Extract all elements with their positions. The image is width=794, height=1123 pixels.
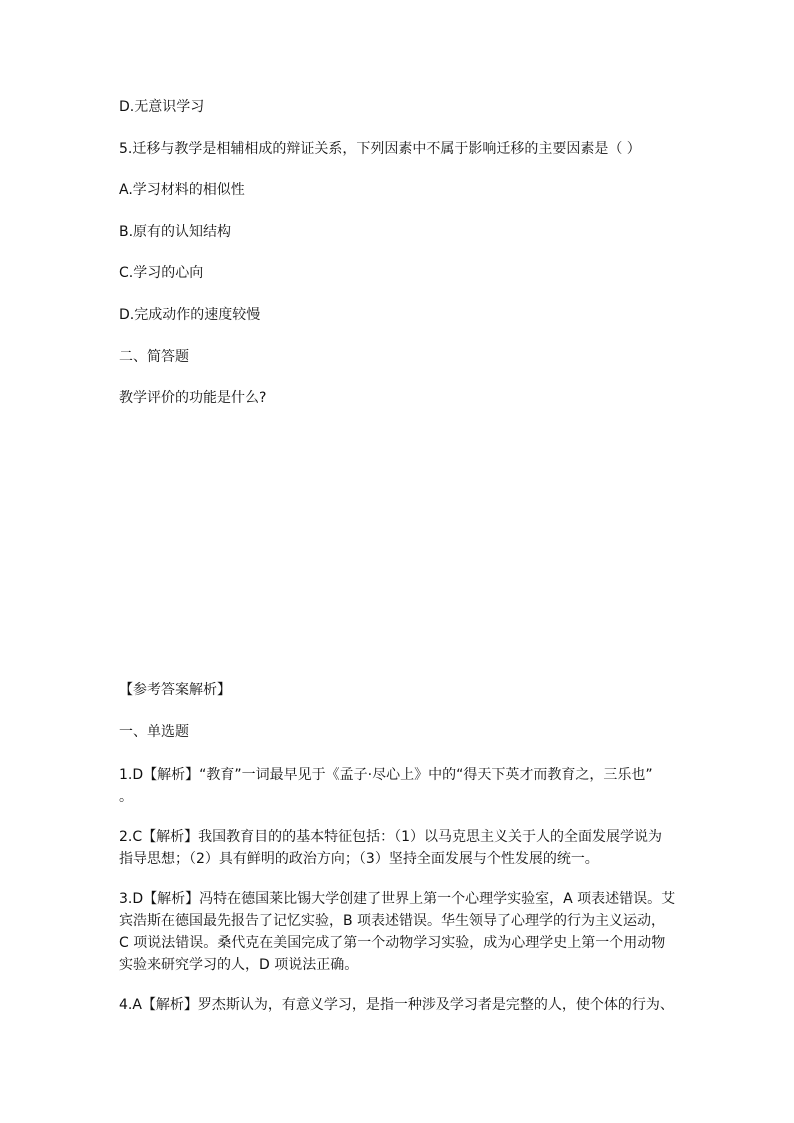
short-answer-question: 教学评价的功能是什么? [119, 390, 267, 406]
q5-option-b: B.原有的认知结构 [119, 224, 232, 240]
answer-item-1 [119, 764, 679, 808]
answer-item-3 [119, 888, 679, 976]
answer-1-line-2: 。 [119, 789, 133, 805]
answer-2-line-1: 2.C【解析】我国教育目的的基本特征包括：（1）以马克思主义关于人的全面发展学说为 [119, 829, 663, 845]
answer-2-line-2: 指导思想；（2）具有鲜明的政治方向；（3）坚持全面发展与个性发展的统一。 [119, 851, 599, 867]
q5-option-a: A.学习材料的相似性 [119, 182, 245, 198]
answer-1-line-1: 1.D【解析】“教育”一词最早见于《孟子·尽心上》中的“得天下英才而教育之，三乐也” [119, 767, 653, 783]
answer-3-line-1: 3.D【解析】冯特在德国莱比锡大学创建了世界上第一个心理学实验室，A 项表述错误。艾 [119, 891, 676, 907]
q5-option-d: D.完成动作的速度较慢 [119, 307, 261, 323]
q4-option-d: D.无意识学习 [119, 99, 205, 115]
short-answer-heading: 二、简答题 [119, 349, 189, 365]
answer-item-4 [119, 994, 679, 1016]
answers-subheading: 一、单选题 [119, 724, 189, 740]
answer-3-line-3: C 项说法错误。桑代克在美国完成了第一个动物学习实验，成为心理学史上第一个用动物 [119, 935, 666, 951]
answer-3-line-2: 宾浩斯在德国最先报告了记忆实验，B 项表述错误。华生领导了心理学的行为主义运动， [119, 913, 666, 929]
q5-stem: 5.迁移与教学是相辅相成的辩证关系，下列因素中不属于影响迁移的主要因素是（ ） [119, 141, 641, 157]
q5-option-c: C.学习的心向 [119, 265, 204, 281]
answer-4-line-1: 4.A【解析】罗杰斯认为，有意义学习，是指一种涉及学习者是完整的人，使个体的行为、 [119, 997, 674, 1013]
answers-heading: 【参考答案解析】 [119, 682, 231, 698]
answer-item-2 [119, 826, 679, 870]
answer-3-line-4: 实验来研究学习的人，D 项说法正确。 [119, 957, 359, 973]
